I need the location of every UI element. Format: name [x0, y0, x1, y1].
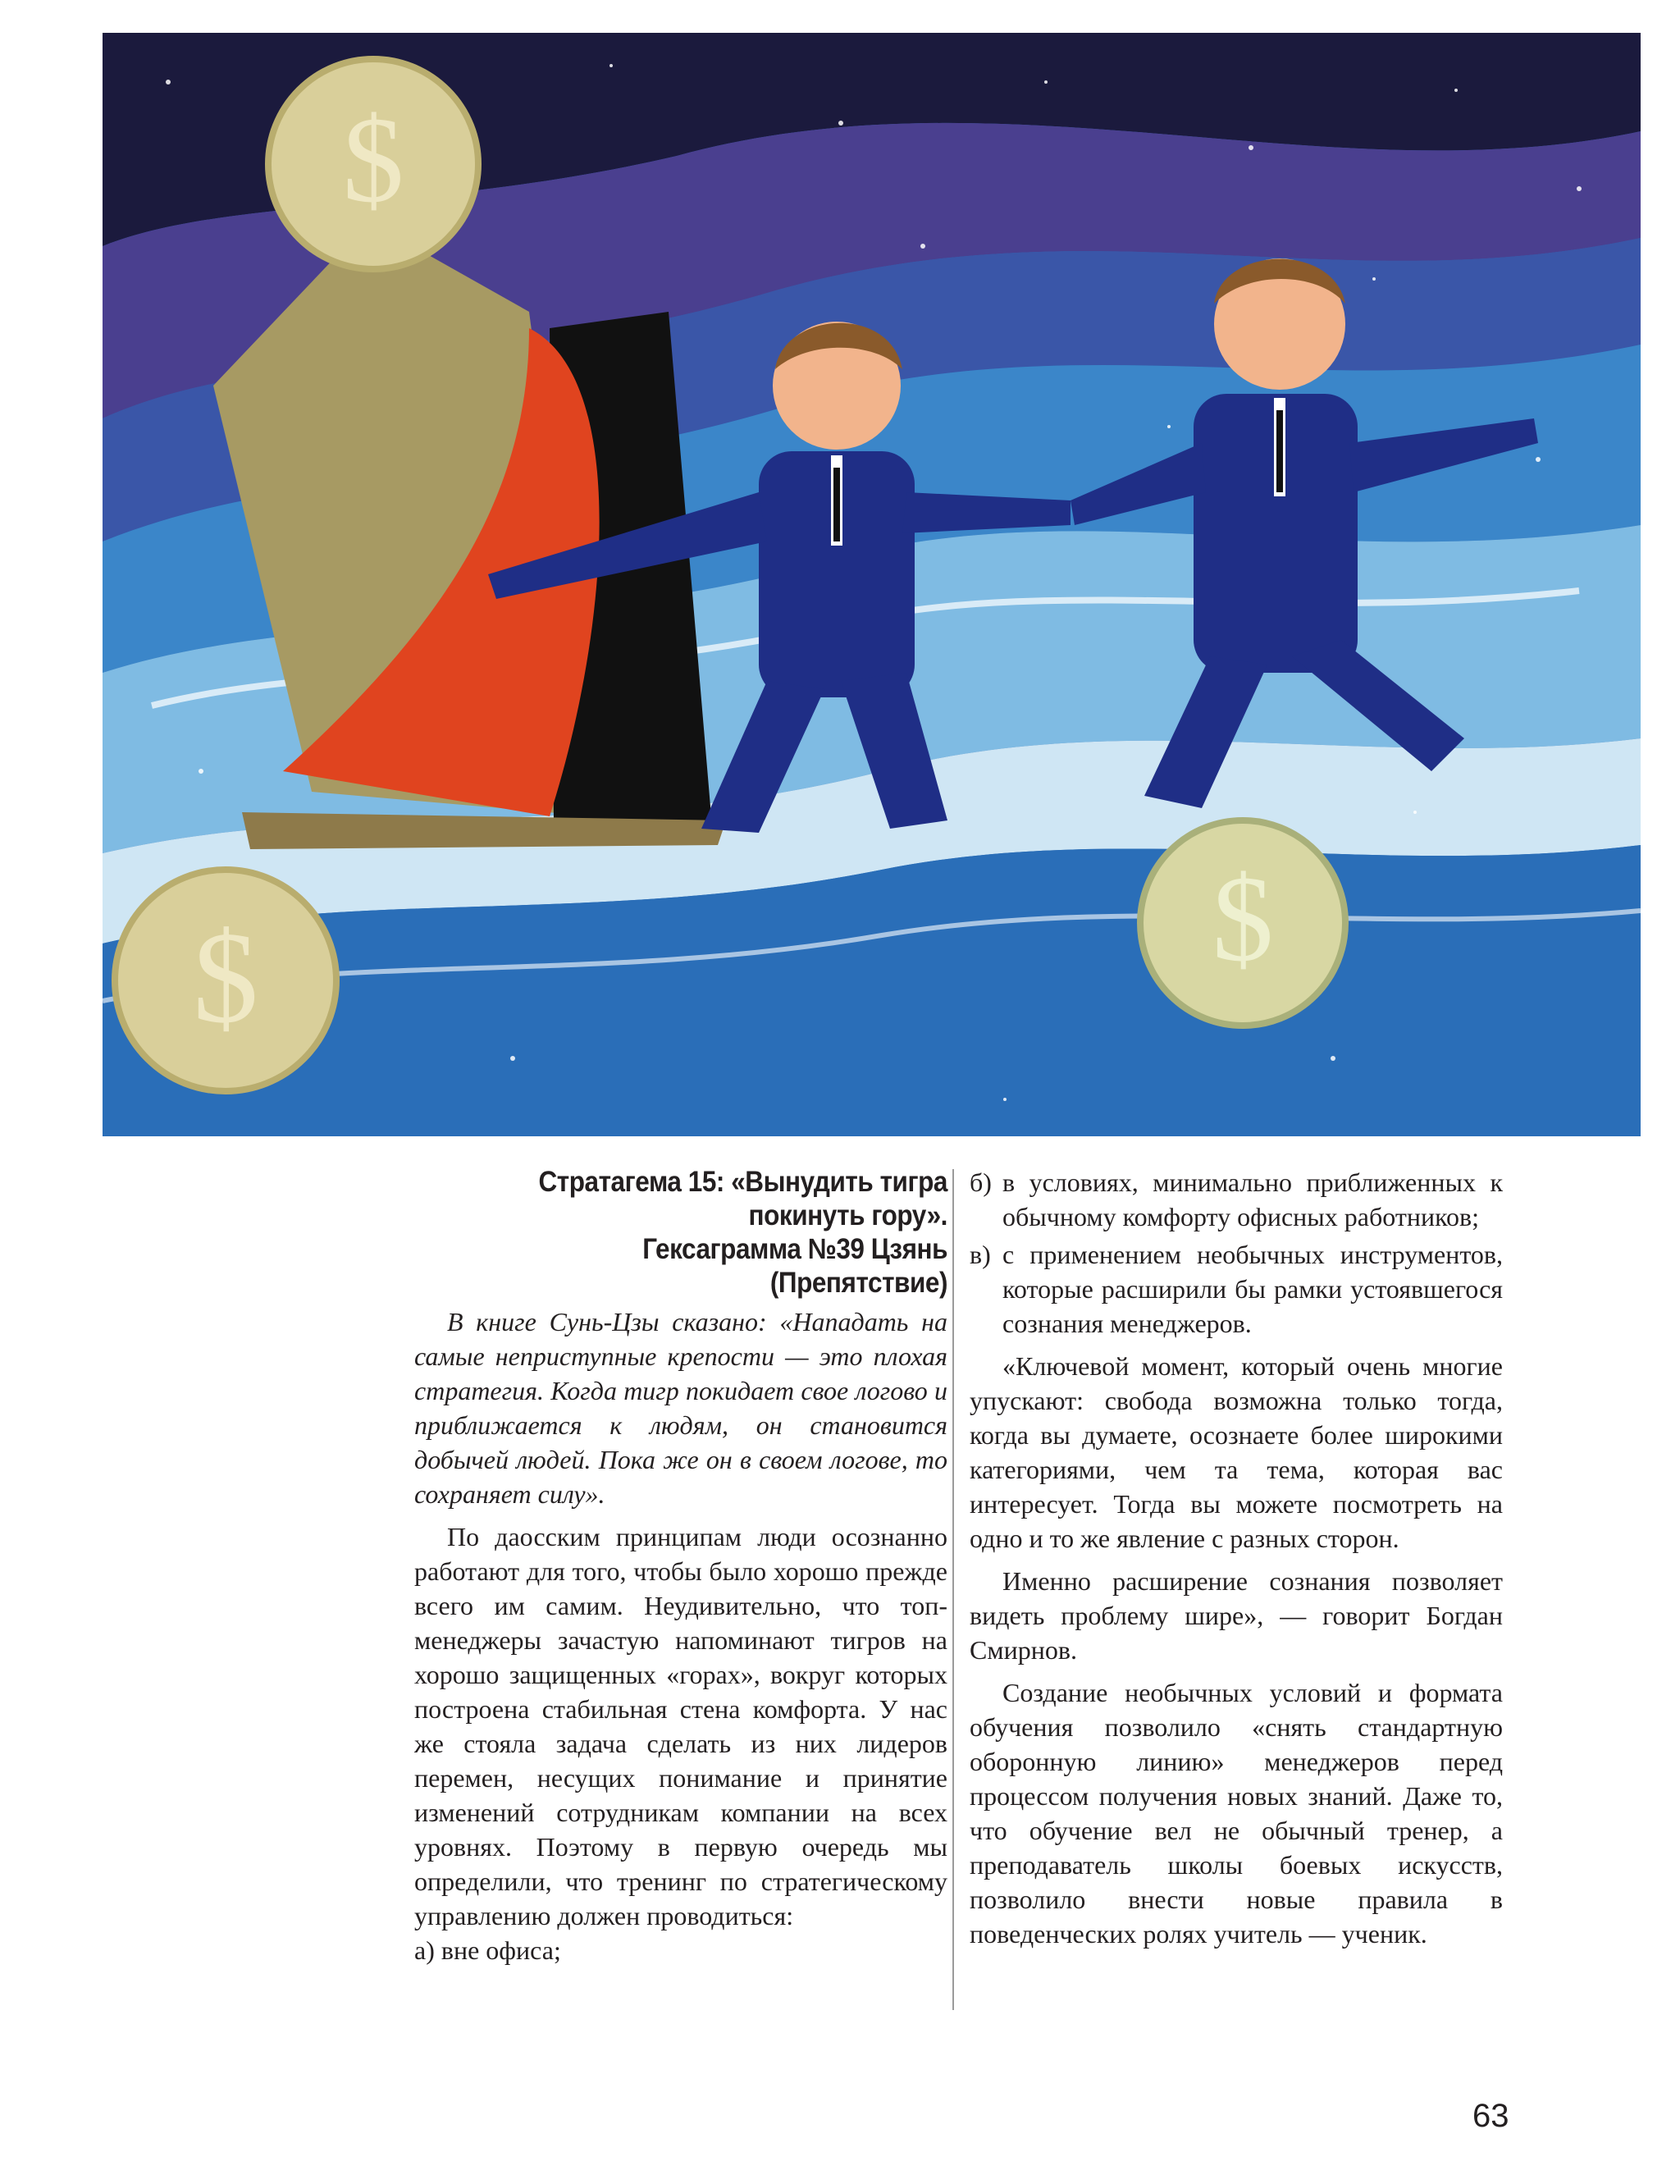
list-item-b [970, 1165, 1503, 1234]
coin-bottom-left-symbol: $ [193, 904, 258, 1050]
column-divider [952, 1169, 954, 2010]
right-column [970, 1165, 1503, 1951]
closing-paragraph: Создание необычных условий и формата обучения позволило «снять стандартную оборонную линию» менеджеров перед процессом получения новых знаний. Даже то, что обучение вел не обычный тренер, а преподаватель школы боевых искусств, позволило внести новые правила в поведенческих ролях учитель — ученик. [970, 1678, 1503, 1949]
coin-top-symbol: $ [342, 92, 404, 228]
list-item-c [970, 1237, 1503, 1341]
body-paragraph: По даосским принципам люди осознанно работают для того, чтобы было хорошо прежде всего им самим. Неудивительно, что топ-менеджеры зачастую напоминают тигров на хорошо защищенных «горах», вокруг которых построена стабильная стена комфорта. У нас же стояла задача сделать из них лидеров перемен, несущих понимание и принятие изменений сотрудникам компании на всех уровнях. Поэтому в первую очередь мы определили, что тренинг по стратегическому управлению должен проводиться: [414, 1522, 947, 1930]
coin-top [268, 59, 478, 269]
coin-bottom-left [115, 870, 336, 1091]
coin-bottom-right [1140, 820, 1345, 1026]
quote-attribution-paragraph: Именно расширение сознания позволяет видеть проблему шире», — говорит Богдан Смирнов. [970, 1566, 1503, 1665]
list-item-a: а) вне офиса; [414, 1935, 561, 1965]
heading-line-4: (Препятствие) [769, 1267, 947, 1299]
page-number: 63 [1472, 2098, 1509, 2134]
list-marker-c: в) [970, 1240, 991, 1269]
coin-bottom-right-symbol: $ [1212, 851, 1274, 987]
illustration [103, 33, 1641, 1136]
illustration-art [103, 33, 1641, 1136]
article-heading [414, 1165, 947, 1300]
quote-paragraph: «Ключевой момент, который очень многие упускают: свобода возможна только тогда, когда вы думаете, осознаете более широкими категориями, чем та тема, которая вас интересует. Тогда вы можете посмотреть на одно и то же явление с разных сторон. [970, 1351, 1503, 1553]
list-marker-b: б) [970, 1167, 992, 1197]
list-text-c: с применением необычных инструментов, которые расширили бы рамки устоявшегося сознания менеджеров. [1002, 1240, 1503, 1338]
heading-line-1: Стратагема 15: «Вынудить тигра [538, 1166, 947, 1198]
heading-line-2: покинуть гору». [748, 1199, 947, 1231]
heading-line-3: Гексаграмма №39 Цзянь [642, 1233, 947, 1265]
lead-quote: В книге Сунь-Цзы сказано: «Нападать на самые неприступные крепости — это плохая стратегия. Когда тигр покидает свое логово и приближается к людям, он становится добычей людей. Пока же он в своем логове, то сохраняет силу». [414, 1307, 947, 1509]
left-column [414, 1165, 947, 1967]
list-text-b: в условиях, минимально приближенных к обычному комфорту офисных работников; [1002, 1167, 1503, 1231]
